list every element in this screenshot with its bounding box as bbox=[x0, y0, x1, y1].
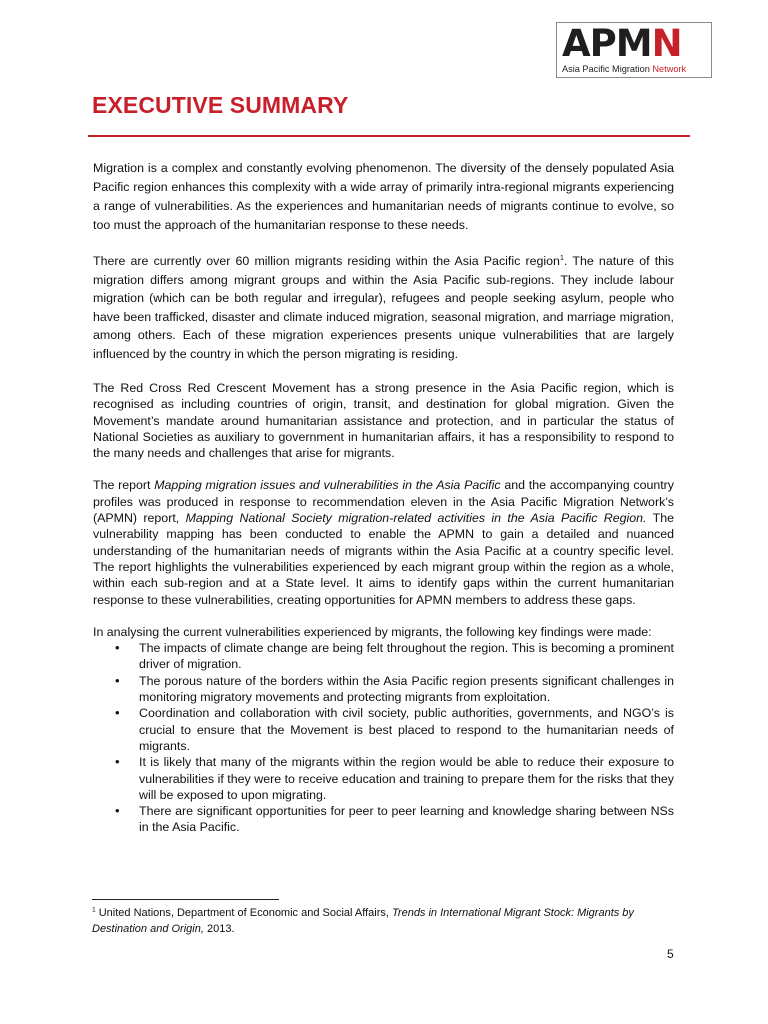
paragraph-red-cross-movement: The Red Cross Red Crescent Movement has a strong presence in the Asia Pacific region, which is recognised as including countries of origin, transit, and destination for global migration. Given the Movement’s mandate around humanitarian assistance and protection, and in particular the status of National Societies as auxiliary to government in humanitarian affairs, it has a responsibility to respond to the many needs and challenges that arise for migrants. bbox=[93, 381, 674, 461]
logo-tagline bbox=[562, 64, 686, 75]
paragraph-migrant-numbers-text-b: . The nature of this migration differs among migrant groups and within the Asia Pacific sub-regions. They include labour migration (which can be both regular and irregular), refugees and people seeking asylum, people who have been trafficked, disaster and climate induced migration, seasonal migration, and marriage migration, among others. Each of these migration experiences presents unique vulnerabilities that are largely influenced by the country in which the person migrating is residing. bbox=[93, 254, 674, 361]
logo-wordmark-red: N bbox=[651, 22, 682, 65]
footnote-source-title: Trends in International Migrant Stock: Migrants by Destination and Origin, bbox=[92, 907, 634, 935]
page-number: 5 bbox=[667, 947, 674, 961]
key-findings-list bbox=[93, 640, 674, 836]
footnote-divider bbox=[92, 899, 279, 900]
paragraph-report-text-c: The vulnerability mapping has been conducted to enable the APMN to gain a detailed and nuanced understanding of the humanitarian needs of migrants within the Asia Pacific at a country specific level. The report highlights the vulnerabilities experienced by each migrant group within the region as a whole, within each sub-region and at a State level. It aims to identify gaps within the current humanitarian response to these vulnerabilities, creating opportunities for APMN members to address these gaps. bbox=[93, 511, 674, 607]
apmn-logo bbox=[556, 22, 712, 78]
paragraph-intro: Migration is a complex and constantly evolving phenomenon. The diversity of the densely populated Asia Pacific region enhances this complexity with a wide array of primarily intra-regional migrants experiencing a range of vulnerabilities. As the experiences and humanitarian needs of migrants continue to evolve, so too must the approach of the humanitarian response to these needs. bbox=[93, 161, 674, 232]
list-item: • The porous nature of the borders within the Asia Pacific region presents significant challenges in monitoring migratory movements and protecting migrants from exploitation. bbox=[93, 673, 674, 706]
logo-wordmark-black: APM bbox=[562, 22, 652, 65]
logo-tagline-black: Asia Pacific Migration bbox=[562, 64, 653, 74]
footnote-text-a: United Nations, Department of Economic and Social Affairs, bbox=[95, 907, 393, 919]
list-item: • The impacts of climate change are being felt throughout the region. This is becoming a prominent driver of migration. bbox=[93, 640, 674, 673]
footnote-reference[interactable]: 1 bbox=[559, 252, 565, 262]
logo-tagline-red: Network bbox=[652, 64, 687, 74]
paragraph-report-text-b: and the accompanying country profiles was produced in response to recommendation eleven in the Asia Pacific Migration Network’s (APMN) report, bbox=[93, 478, 674, 526]
report-title-mapping-migration: Mapping migration issues and vulnerabilities in the Asia Pacific bbox=[154, 478, 501, 493]
footnote-marker: 1 bbox=[92, 906, 96, 914]
logo-wordmark bbox=[562, 23, 682, 65]
footnote-text-b: 2013. bbox=[203, 923, 235, 935]
title-divider bbox=[88, 135, 690, 137]
paragraph-migrant-numbers-text-a: There are currently over 60 million migrants residing within the Asia Pacific region bbox=[93, 254, 560, 268]
report-title-mapping-national-society: Mapping National Society migration-related activities in the Asia Pacific Region. bbox=[185, 511, 647, 526]
page-title: EXECUTIVE SUMMARY bbox=[92, 92, 349, 118]
footnote bbox=[92, 905, 677, 937]
list-item: • It is likely that many of the migrants within the region would be able to reduce their exposure to vulnerabilities if they were to receive education and training to prepare them for the risks that they will be exposed to upon migrating. bbox=[93, 754, 674, 803]
list-item: • Coordination and collaboration with civil society, public authorities, governments, and NGO’s is crucial to ensure that the Movement is best placed to respond to the humanitarian needs of migrants. bbox=[93, 705, 674, 754]
list-item: • There are significant opportunities for peer to peer learning and knowledge sharing between NSs in the Asia Pacific. bbox=[93, 803, 674, 836]
paragraph-key-findings-intro: In analysing the current vulnerabilities experienced by migrants, the following key findings were made: bbox=[93, 624, 652, 639]
paragraph-report-text-a: The report bbox=[93, 478, 155, 493]
paragraph-report bbox=[93, 477, 674, 607]
paragraph-migrant-numbers bbox=[93, 252, 674, 363]
main-content bbox=[93, 159, 674, 836]
